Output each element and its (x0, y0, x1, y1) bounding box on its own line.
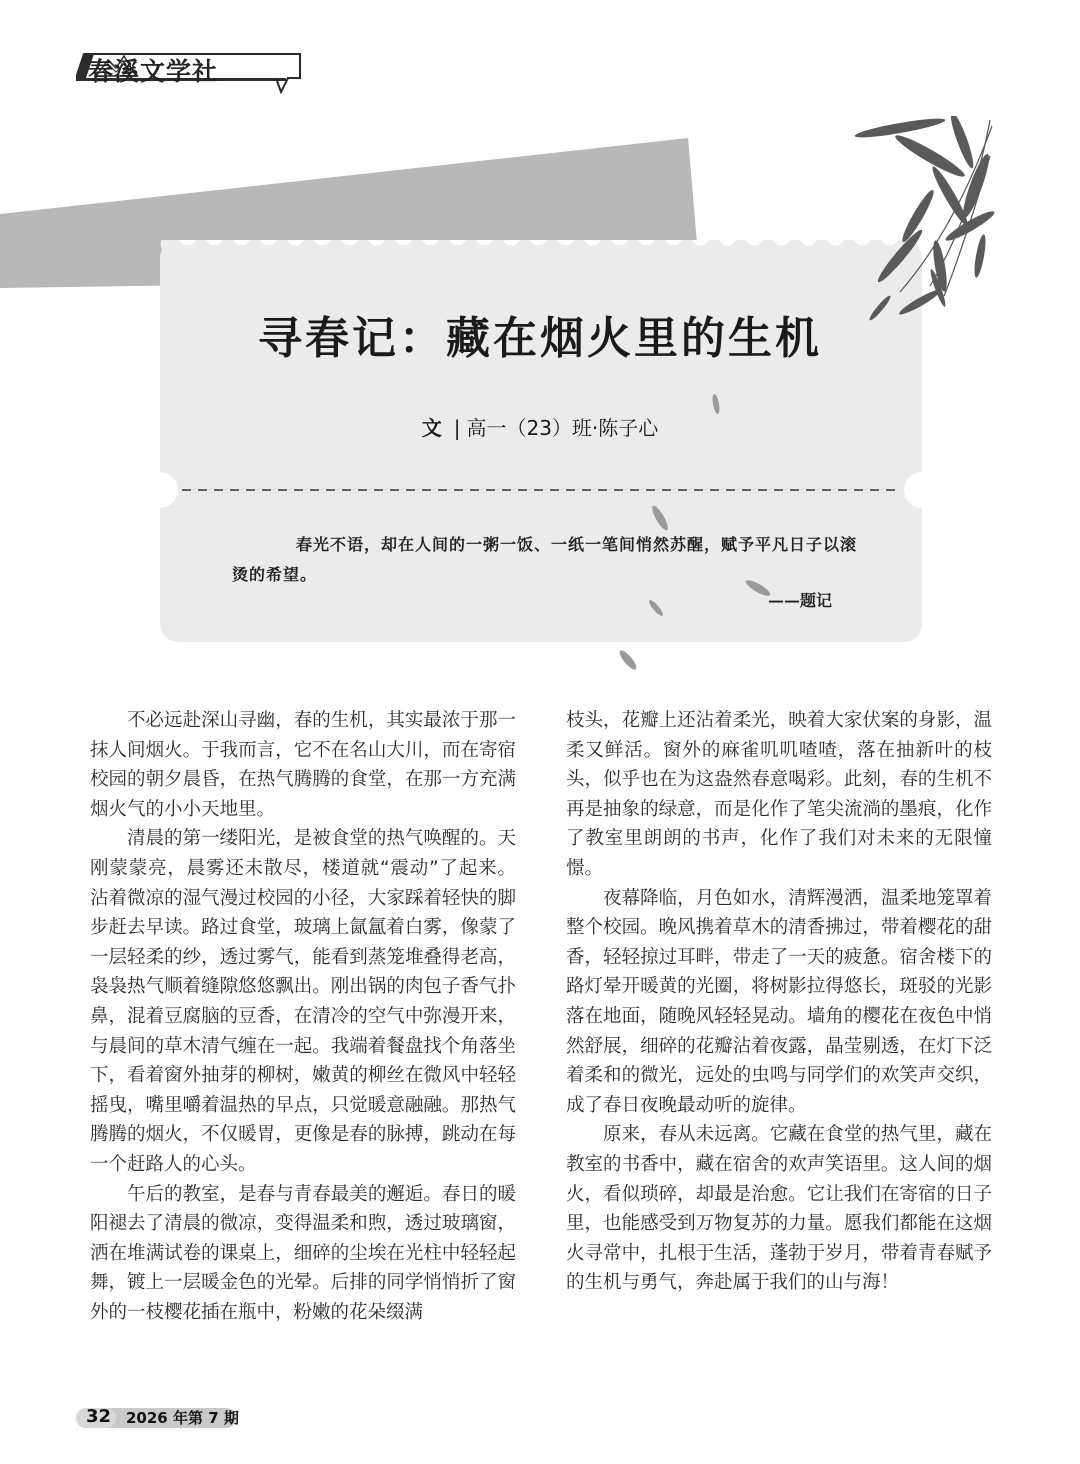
byline (160, 412, 920, 441)
page-number: 32 (86, 1406, 112, 1427)
paragraph-continuation: 枝头，花瓣上还沾着柔光，映着大家伏案的身影，温柔又鲜活。窗外的麻雀叽叽喳喳，落在抽新叶的枝头，似乎也在为这盎然春意喝彩。此刻，春的生机不再是抽象的绿意，而是化作了笔尖流淌的墨痕，化作了教室里朗朗的书声，化作了我们对未来的无限憧憬。 (566, 710, 992, 879)
paragraph: 午后的教室，是春与青春最美的邂逅。春日的暖阳褪去了清晨的微凉，变得温柔和煦，透过玻璃窗，洒在堆满试卷的课桌上，细碎的尘埃在光柱中轻轻起舞，镀上一层暖金色的光晕。后排的同学悄悄折了窗外的一枝樱花插在瓶中，粉嫩的花朵缀满 (90, 1183, 516, 1323)
issue-label: 2026 年第 7 期 (126, 1409, 239, 1427)
paragraph: 夜幕降临，月色如水，清辉漫洒，温柔地笼罩着整个校园。晚风携着草木的清香拂过，带着樱花的甜香，轻轻掠过耳畔，带走了一天的疲惫。宿舍楼下的路灯晕开暖黄的光圈，将树影拉得悠长，斑驳的光影落在地面，随晚风轻轻晃动。墙角的樱花在夜色中悄然舒展，细碎的花瓣沾着夜露，晶莹剔透，在灯下泛着柔和的微光，远处的虫鸣与同学们的欢笑声交织，成了春日夜晚最动听的旋律。 (566, 887, 992, 1116)
paragraph: 原来，春从未远离。它藏在食堂的热气里，藏在教室的书香中，藏在宿舍的欢声笑语里。这人间的烟火，看似琐碎，却最是治愈。它让我们在寄宿的日子里，也能感受到万物复苏的力量。愿我们都能在这烟火寻常中，扎根于生活，蓬勃于岁月，带着青春赋予的生机与勇气，奔赴属于我们的山与海！ (566, 1124, 992, 1294)
epigraph: 春光不语，却在人间的一粥一饭、一纸一笔间悄然苏醒，赋予平凡日子以滚烫的希望。 (232, 535, 858, 584)
byline-author: 高一（23）班·陈子心 (466, 416, 659, 440)
byline-separator: | (453, 416, 461, 440)
article-title: 寻春记：藏在烟火里的生机 (258, 313, 822, 364)
epigraph-source: ——题记 (767, 591, 832, 610)
column-name: 春溪文学社 (88, 57, 219, 86)
byline-label: 文 (421, 416, 442, 440)
body-left-column (90, 706, 516, 1327)
body-right-column (566, 706, 992, 1298)
paragraph: 清晨的第一缕阳光，是被食堂的热气唤醒的。天刚蒙蒙亮，晨雾还未散尽，楼道就“震动”了起来。沾着微凉的湿气漫过校园的小径，大家踩着轻快的脚步赶去早读。路过食堂，玻璃上氤氲着白雾，像蒙了一层轻柔的纱，透过雾气，能看到蒸笼堆叠得老高，袅袅热气顺着缝隙悠悠飘出。刚出锅的肉包子香气扑鼻，混着豆腐脑的豆香，在清冷的空气中弥漫开来，与晨间的草木清气缠在一起。我端着餐盘找个角落坐下，看着窗外抽芽的柳树，嫩黄的柳丝在微风中轻轻摇曳，嘴里嚼着温热的早点，只觉暖意融融。那热气腾腾的烟火，不仅暖胃，更像是春的脉搏，跳动在每一个赶路人的心头。 (90, 828, 516, 1175)
paragraph: 不必远赴深山寻幽，春的生机，其实最浓于那一抹人间烟火。于我而言，它不在名山大川，而在寄宿校园的朝夕晨昏，在热气腾腾的食堂，在那一方充满烟火气的小小天地里。 (90, 710, 516, 820)
